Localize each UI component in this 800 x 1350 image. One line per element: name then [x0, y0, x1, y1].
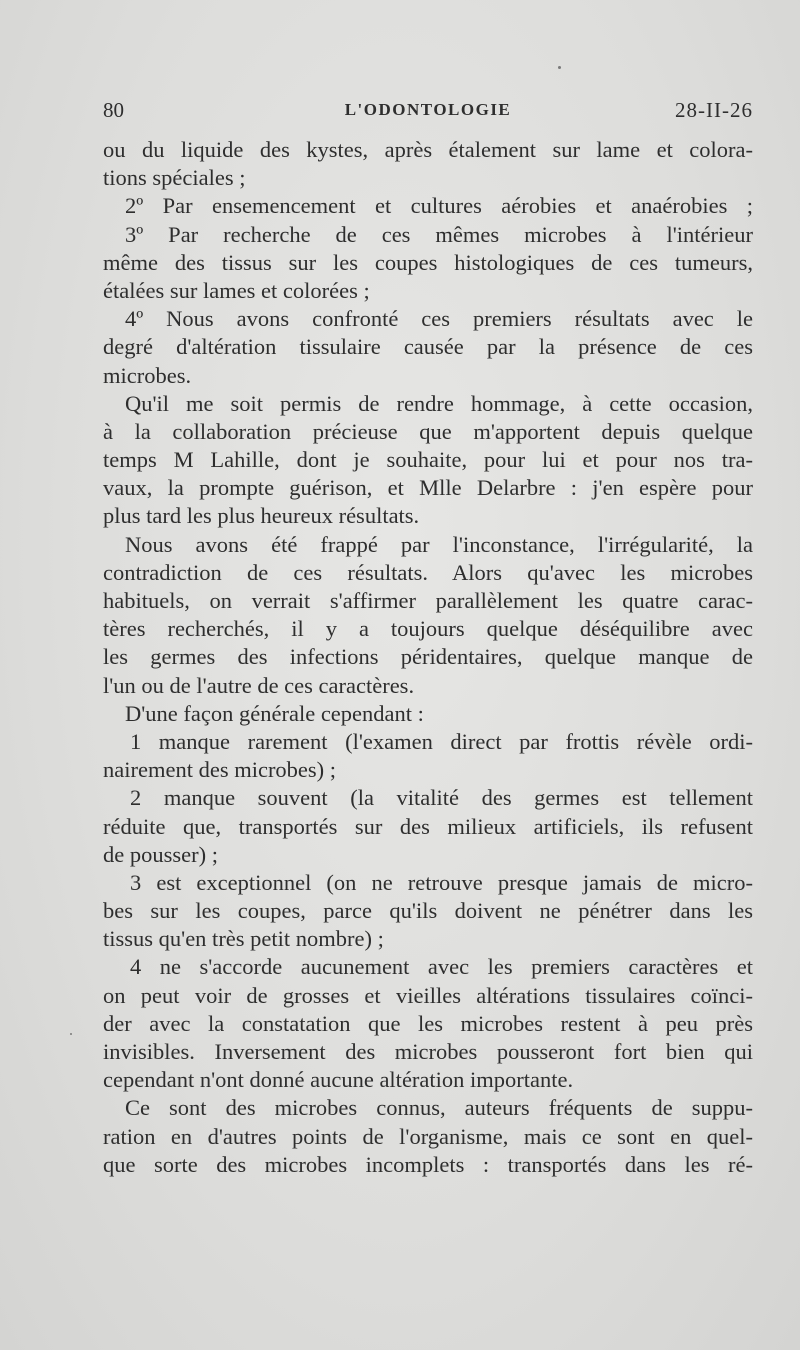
- text-line: vaux, la prompte guérison, et Mlle Delarbre : j'en espère pour: [103, 475, 753, 501]
- text-line: on peut voir de grosses et vieilles altérations tissulaires coïnci-: [103, 982, 753, 1008]
- issue-date: 28-II-26: [675, 98, 753, 122]
- text-line: Nous avons été frappé par l'inconstance, l'irrégularité, la: [125, 531, 753, 557]
- text-line: habituels, on verrait s'affirmer parallèlement les quatre carac-: [103, 588, 753, 613]
- text-line: D'une façon générale cependant :: [125, 700, 424, 726]
- text-line: ou du liquide des kystes, après étalement sur lame et colora-: [103, 137, 753, 162]
- text-line: temps M Lahille, dont je souhaite, pour lui et pour nos tra-: [103, 447, 753, 473]
- text-line: nairement des microbes) ;: [103, 757, 337, 783]
- text-line: bes sur les coupes, parce qu'ils doivent ne pénétrer dans les: [103, 898, 753, 924]
- text-line: même des tissus sur les coupes histologiques de ces tumeurs,: [103, 249, 753, 275]
- page-number: 80: [103, 98, 124, 122]
- text-line: degré d'altération tissulaire causée par la présence de ces: [103, 334, 753, 360]
- ink-speck: [558, 66, 561, 69]
- body-text: [103, 136, 753, 1179]
- journal-title: L'ODONTOLOGIE: [344, 100, 512, 119]
- text-line: les germes des infections péridentaires, quelque manque de: [103, 644, 753, 670]
- ink-speck: [70, 1033, 72, 1035]
- text-line: Ce sont des microbes connus, auteurs fréquents de suppu-: [125, 1095, 753, 1121]
- text-line: l'un ou de l'autre de ces caractères.: [103, 672, 415, 698]
- text-line: tions spéciales ;: [103, 165, 246, 191]
- text-line: 3º Par recherche de ces mêmes microbes à l'intérieur: [125, 221, 753, 247]
- text-line: 4º Nous avons confronté ces premiers résultats avec le: [125, 306, 753, 332]
- text-line: 1 manque rarement (l'examen direct par frottis révèle ordi-: [130, 728, 753, 754]
- text-line: 3 est exceptionnel (on ne retrouve presque jamais de micro-: [130, 869, 753, 895]
- text-line: plus tard les plus heureux résultats.: [103, 503, 420, 529]
- text-line: de pousser) ;: [103, 841, 218, 867]
- text-line: cependant n'ont donné aucune altération importante.: [103, 1067, 574, 1093]
- text-line: à la collaboration précieuse que m'apportent depuis quelque: [103, 418, 753, 444]
- text-line: 2º Par ensemencement et cultures aérobies et anaérobies ;: [125, 193, 753, 219]
- text-line: 2 manque souvent (la vitalité des germes est tellement: [130, 785, 753, 811]
- text-line: tères recherchés, il y a toujours quelque déséquilibre avec: [103, 616, 753, 642]
- text-line: 4 ne s'accorde aucunement avec les premiers caractères et: [130, 954, 753, 980]
- text-line: contradiction de ces résultats. Alors qu'avec les microbes: [103, 559, 753, 585]
- running-header: [103, 98, 753, 128]
- text-line: invisibles. Inversement des microbes pousseront fort bien qui: [103, 1039, 753, 1064]
- text-line: Qu'il me soit permis de rendre hommage, à cette occasion,: [125, 390, 753, 416]
- text-line: ration en d'autres points de l'organisme, mais ce sont en quel-: [103, 1123, 753, 1149]
- text-line: der avec la constatation que les microbes restent à peu près: [103, 1010, 753, 1036]
- text-line: que sorte des microbes incomplets : transportés dans les ré-: [103, 1151, 753, 1177]
- text-line: réduite que, transportés sur des milieux artificiels, ils refusent: [103, 813, 753, 839]
- text-line: tissus qu'en très petit nombre) ;: [103, 926, 384, 952]
- text-line: étalées sur lames et colorées ;: [103, 277, 370, 303]
- text-line: microbes.: [103, 362, 192, 388]
